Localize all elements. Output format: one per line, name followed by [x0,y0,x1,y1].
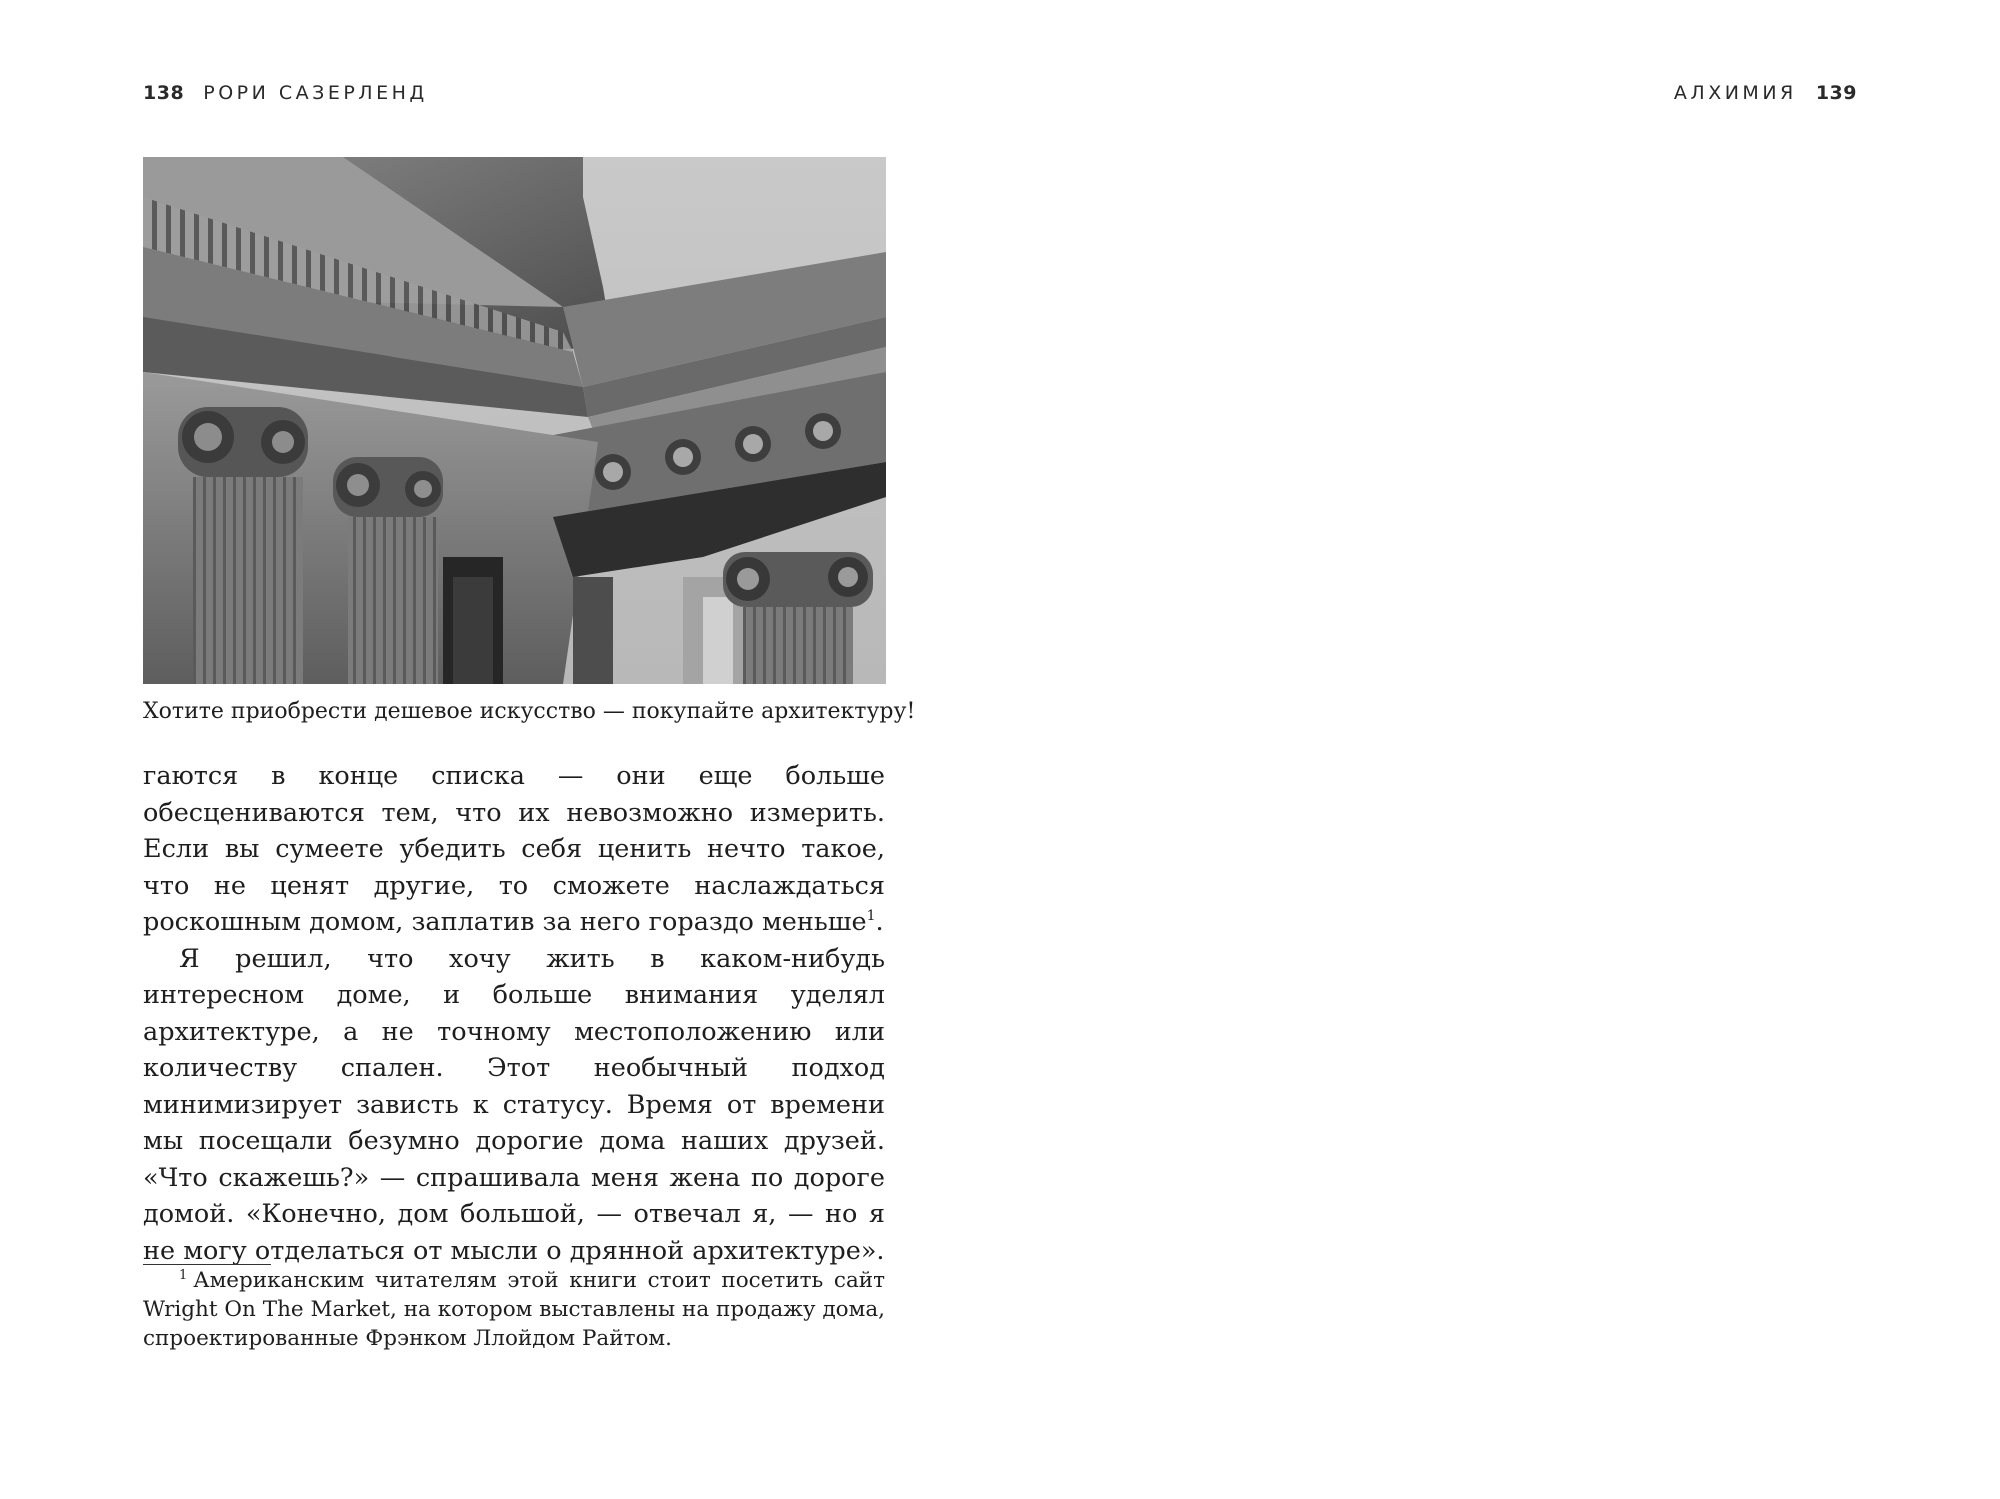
running-head-title: АЛХИМИЯ [1673,82,1797,104]
footnotes-left [143,1266,885,1353]
running-head-right [1674,82,1857,104]
footnote: $^1$ Американским читателям этой книги стоит посетить сайт Wright On The Market, на котором выставлены на продажу дома, спроектированные Фрэнком Ллойдом Райтом. [143,1268,885,1351]
paragraph: гаются в конце списка — они еще больше обесцениваются тем, что их невозможно измерить. Если вы сумеете убедить себя ценить нечто такое, что не ценят другие, то сможете наслаждаться роскошным домом, заплатив за него гораздо меньше$^1$. [143,761,885,937]
paragraph: Я решил, что хочу жить в каком-нибудь интересном доме, и больше внимания уделял архитектуре, а не точному местоположению или количеству спален. Этот необычный подход минимизирует зависть к статусу. Время от времени мы посещали безумно дорогие дома наших друзей. «Что скажешь?» — спрашивала меня жена по дороге домой. «Конечно, дом большой, — отвечал я, — но я не могу отделаться от мысли о дрянной архитектуре». [143,943,885,1266]
footnote-ref[interactable]: 1 [866,908,876,924]
architecture-photo [143,157,886,684]
page-number-left: 138 [143,82,185,104]
right-page [1000,0,2000,1499]
body-text-left [143,758,885,1269]
photo-caption: Хотите приобрести дешевое искусство — покупайте архитектуру! [143,699,916,724]
footnote-divider [143,1264,271,1265]
page-number-right: 139 [1815,82,1857,104]
running-head-author: РОРИ САЗЕРЛЕНД [203,82,428,104]
running-head-left [143,82,428,104]
